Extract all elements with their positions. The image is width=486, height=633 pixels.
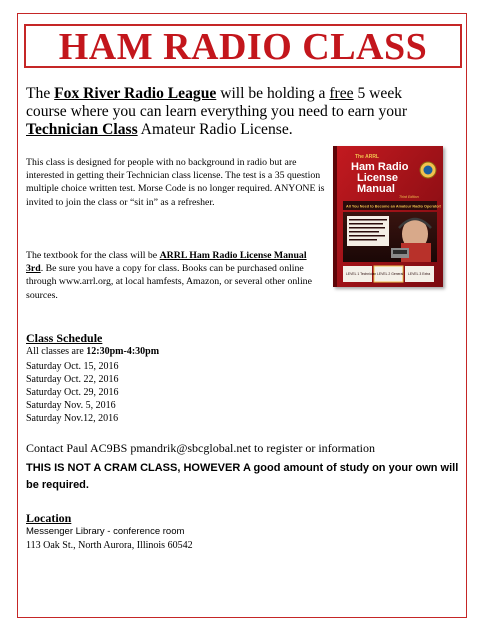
license-name: Technician Class xyxy=(26,121,138,138)
schedule-date: Saturday Oct. 29, 2016 xyxy=(26,387,119,398)
intro-mid1: will be holding a xyxy=(216,85,330,102)
intro-suffix: Amateur Radio License. xyxy=(137,121,293,138)
schedule-date: Saturday Oct. 22, 2016 xyxy=(26,374,119,385)
textbook-title: ARRL Ham Radio License Manual 3rd xyxy=(26,250,307,275)
free-word: free xyxy=(329,85,354,102)
schedule-dates xyxy=(26,360,119,425)
book-publisher: The ARRL xyxy=(355,154,379,160)
book-title-line2: License xyxy=(357,172,398,184)
schedule-heading: Class Schedule xyxy=(26,331,103,345)
schedule-time xyxy=(26,346,159,357)
book-title-line1: Ham Radio xyxy=(351,161,409,173)
page-title: HAM RADIO CLASS xyxy=(58,26,428,68)
book-title-line3: Manual xyxy=(357,183,395,195)
intro-paragraph xyxy=(26,85,446,139)
book-tagline: All You Need to Become an Amateur Radio Operator! xyxy=(346,204,442,209)
book-level-2: LEVEL 2 General xyxy=(377,272,404,276)
location-heading: Location xyxy=(26,511,72,525)
location-address: 113 Oak St., North Aurora, Illinois 60542 xyxy=(26,540,193,551)
book-level-1: LEVEL 1 Technician xyxy=(346,272,377,276)
schedule-time-value: 12:30pm-4:30pm xyxy=(86,346,160,357)
location-place: Messenger Library - conference room xyxy=(26,526,185,537)
schedule-date: Saturday Nov.12, 2016 xyxy=(26,413,119,424)
schedule-time-prefix: All classes are xyxy=(26,346,87,357)
class-description: This class is designed for people with no background in radio but are interested in getting their Technician class license. The test is a 35 question multiple choice written test. Morse Code is no longer required. ANYONE is invited to join the class or “sit in” as a refresher. xyxy=(26,157,325,208)
intro-prefix: The xyxy=(26,85,55,102)
book-edition: Third Edition xyxy=(399,195,419,199)
warning-text: THIS IS NOT A CRAM CLASS, HOWEVER A good amount of study on your own will be required. xyxy=(26,462,459,491)
org-name: Fox River Radio League xyxy=(54,85,217,102)
intro-mid2: 5 week course where you can learn everything you need to earn your xyxy=(26,85,408,120)
textbook-suffix: . Be sure you have a copy for class. Books can be purchased online through www.arrl.org, at local hamfests, Amazon, or several other online sources. xyxy=(26,263,312,301)
textbook-paragraph xyxy=(26,249,326,302)
schedule-date: Saturday Oct. 15, 2016 xyxy=(26,361,119,372)
title-box xyxy=(24,24,462,68)
book-level-3: LEVEL 3 Extra xyxy=(408,272,431,276)
contact-info: Contact Paul AC9BS pmandrik@sbcglobal.net to register or information xyxy=(26,441,376,455)
schedule-date: Saturday Nov. 5, 2016 xyxy=(26,400,116,411)
textbook-prefix: The textbook for the class will be xyxy=(26,250,160,261)
book-cover-image xyxy=(333,146,443,287)
